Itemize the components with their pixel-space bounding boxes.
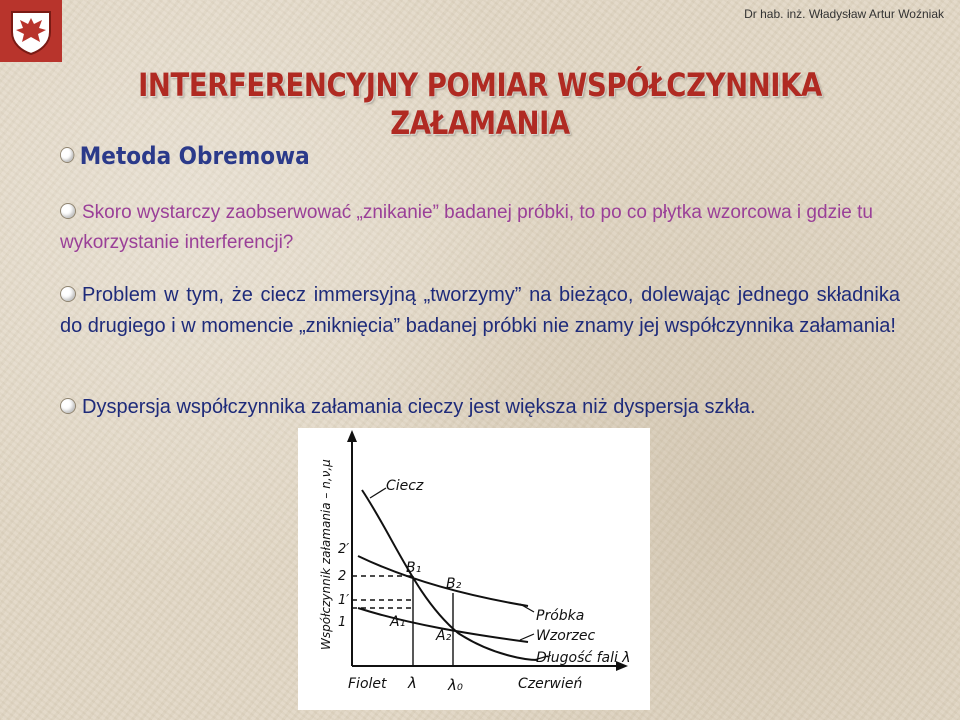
curve-label-wzorzec: Wzorzec <box>536 628 596 644</box>
y-tick: 1 <box>338 615 347 630</box>
bullet-dispersion <box>60 392 900 423</box>
x-tick-lambda0: λ₀ <box>448 676 463 694</box>
bullet-text: Metoda Obremowa <box>79 142 310 170</box>
bullet-question <box>60 198 905 258</box>
x-label-czerwien: Czerwień <box>518 676 583 692</box>
university-logo <box>0 0 62 62</box>
point-a2: A₂ <box>436 628 452 644</box>
slide-title: INTERFERENCYJNY POMIAR WSPÓŁCZYNNIKA ZAŁAMANIA <box>138 66 822 142</box>
author-label: Dr hab. inż. Władysław Artur Woźniak <box>744 7 944 21</box>
curve-label-dlugosc: Długość fali λ <box>536 650 631 666</box>
curve-probka <box>358 556 528 606</box>
point-b1: B₁ <box>406 560 422 576</box>
dispersion-figure <box>298 428 650 710</box>
y-tick: 2′ <box>338 542 350 557</box>
pointer-line <box>370 488 386 498</box>
x-label-fiolet: Fiolet <box>348 676 387 692</box>
y-axis-label: Współczynnik załamania – n,ν,μ <box>319 459 333 650</box>
x-tick-lambda: λ <box>408 674 417 692</box>
bullet-text: Skoro wystarczy zaobserwować „znikanie” badanej próbki, to po co płytka wzorcowa i gdzie tu wykorzystanie interferencji? <box>60 202 873 253</box>
bullet-heading <box>60 142 310 170</box>
pointer-line <box>520 634 534 640</box>
point-b2: B₂ <box>446 576 462 592</box>
eagle-shield-icon <box>6 6 56 56</box>
curve-label-ciecz: Ciecz <box>386 478 424 494</box>
bullet-text: Problem w tym, że ciecz immersyjną „tworzymy” na bieżąco, dolewając jednego składnika do drugiego i w momencie „zniknięcia” badanej próbki nie znamy jej współczynnika załamania! <box>60 284 900 337</box>
y-tick: 1′ <box>338 593 350 608</box>
y-axis-arrow-icon <box>347 430 357 442</box>
bullet-text: Dyspersja współczynnika załamania cieczy jest większa niż dyspersja szkła. <box>82 396 756 418</box>
y-tick: 2 <box>338 569 347 584</box>
bullet-problem <box>60 280 900 342</box>
bullet-icon <box>60 203 76 219</box>
bullet-icon <box>60 147 74 163</box>
point-a1: A₁ <box>390 614 406 630</box>
bullet-icon <box>60 286 76 302</box>
curve-label-probka: Próbka <box>536 608 585 624</box>
bullet-icon <box>60 398 76 414</box>
